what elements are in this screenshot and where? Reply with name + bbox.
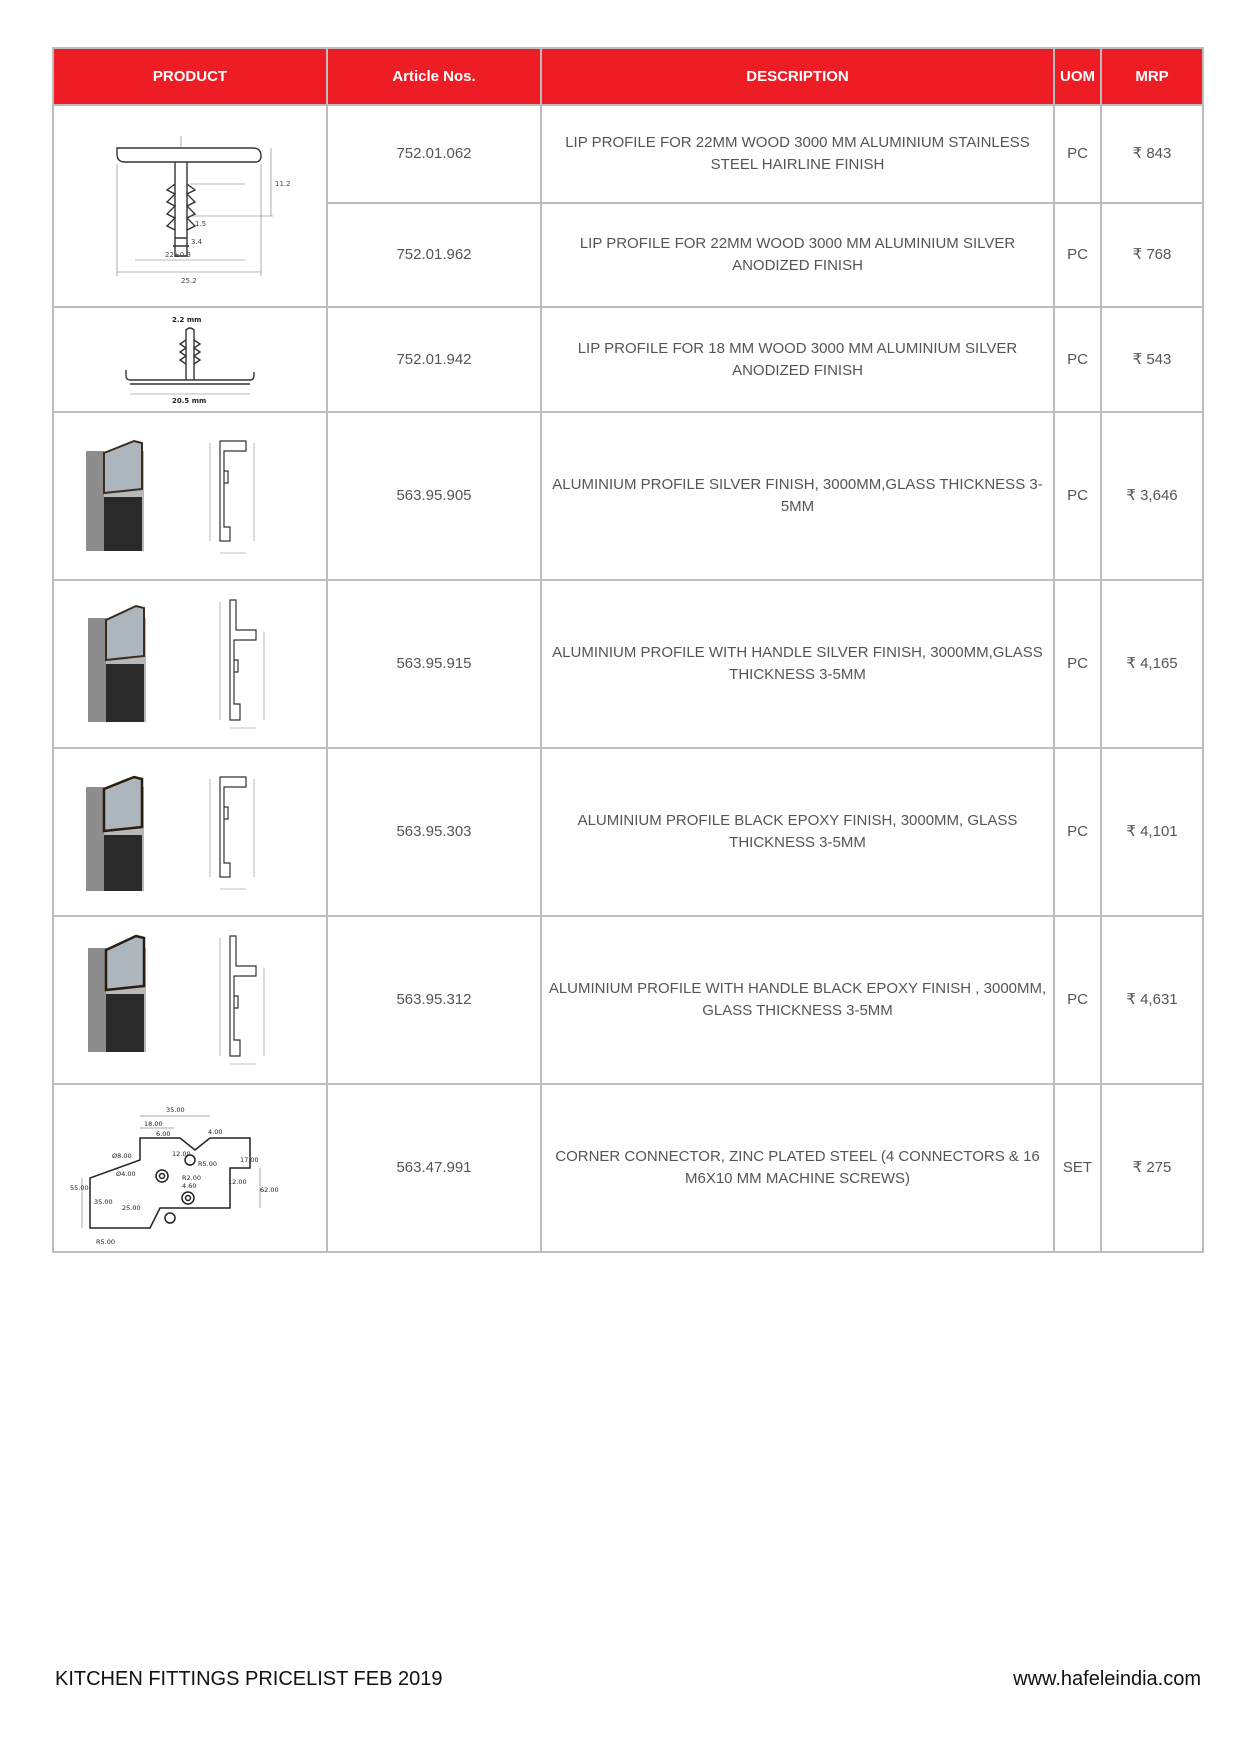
uom: PC <box>1054 412 1101 580</box>
table-row <box>53 916 1203 1084</box>
article-number: 752.01.942 <box>327 307 541 412</box>
table-row <box>53 1084 1203 1252</box>
dim-label: 11.2 <box>275 180 291 188</box>
article-number: 752.01.962 <box>327 203 541 307</box>
lip-profile-22mm-drawing <box>95 126 291 286</box>
dim-label: 1.5 <box>195 220 207 228</box>
article-number: 752.01.062 <box>327 105 541 203</box>
table-row <box>53 105 1203 203</box>
table-row <box>53 748 1203 916</box>
table-row <box>53 580 1203 748</box>
product-image-corner-connector <box>53 1084 327 1252</box>
mrp: ₹ 843 <box>1101 105 1203 203</box>
article-number: 563.95.303 <box>327 748 541 916</box>
description: LIP PROFILE FOR 22MM WOOD 3000 MM ALUMINIUM STAINLESS STEEL HAIRLINE FINISH <box>541 105 1054 203</box>
product-image-profile-black <box>53 748 327 916</box>
dim-label: 6.00 <box>156 1130 171 1138</box>
uom: PC <box>1054 307 1101 412</box>
dim-label: Ø8.00 <box>112 1152 132 1160</box>
uom: PC <box>1054 105 1101 203</box>
dim-label: 35.00 <box>166 1106 185 1114</box>
dim-label: 25.00 <box>122 1204 141 1212</box>
header-uom: UOM <box>1054 48 1101 105</box>
mrp: ₹ 4,631 <box>1101 916 1203 1084</box>
dim-label: 18.00 <box>144 1120 163 1128</box>
table-row <box>53 307 1203 412</box>
mrp: ₹ 3,646 <box>1101 412 1203 580</box>
dim-label: 4.60 <box>182 1182 197 1190</box>
mrp: ₹ 768 <box>1101 203 1203 307</box>
table-row <box>53 412 1203 580</box>
footer-website-link[interactable]: www.hafeleindia.com <box>1013 1668 1201 1690</box>
article-number: 563.95.312 <box>327 916 541 1084</box>
price-table <box>52 47 1204 1253</box>
mrp: ₹ 275 <box>1101 1084 1203 1252</box>
description: LIP PROFILE FOR 18 MM WOOD 3000 MM ALUMINIUM SILVER ANODIZED FINISH <box>541 307 1054 412</box>
table-header-row <box>53 48 1203 105</box>
description: CORNER CONNECTOR, ZINC PLATED STEEL (4 CONNECTORS & 16 M6X10 MM MACHINE SCREWS) <box>541 1084 1054 1252</box>
dim-label: 17.00 <box>240 1156 259 1164</box>
product-image-profile-handle-silver <box>53 580 327 748</box>
article-number: 563.47.991 <box>327 1084 541 1252</box>
header-article: Article Nos. <box>327 48 541 105</box>
glass-profile-handle-black-drawing <box>70 930 310 1070</box>
description: ALUMINIUM PROFILE SILVER FINISH, 3000MM,GLASS THICKNESS 3-5MM <box>541 412 1054 580</box>
description: ALUMINIUM PROFILE WITH HANDLE BLACK EPOXY FINISH , 3000MM, GLASS THICKNESS 3-5MM <box>541 916 1054 1084</box>
uom: PC <box>1054 916 1101 1084</box>
dim-label: 25.2 <box>181 277 197 285</box>
uom: PC <box>1054 748 1101 916</box>
lip-profile-18mm-drawing <box>120 312 260 407</box>
dim-label: 12.00 <box>228 1178 247 1186</box>
glass-profile-handle-silver-drawing <box>70 594 310 734</box>
dim-label: 20.5 mm <box>172 397 207 405</box>
dim-label: Ø4.00 <box>116 1170 136 1178</box>
uom: PC <box>1054 580 1101 748</box>
dim-label: 55.00 <box>70 1184 89 1192</box>
glass-profile-black-drawing <box>70 767 310 897</box>
description: ALUMINIUM PROFILE BLACK EPOXY FINISH, 3000MM, GLASS THICKNESS 3-5MM <box>541 748 1054 916</box>
dim-label: 4.00 <box>208 1128 223 1136</box>
description: ALUMINIUM PROFILE WITH HANDLE SILVER FINISH, 3000MM,GLASS THICKNESS 3-5MM <box>541 580 1054 748</box>
dim-label: R5.00 <box>198 1160 217 1168</box>
corner-connector-drawing <box>70 1088 310 1248</box>
article-number: 563.95.905 <box>327 412 541 580</box>
product-image-lip-profile-22mm <box>53 105 327 307</box>
uom: SET <box>1054 1084 1101 1252</box>
uom: PC <box>1054 203 1101 307</box>
header-product: PRODUCT <box>53 48 327 105</box>
dim-label: 12.00 <box>172 1150 191 1158</box>
glass-profile-silver-drawing <box>70 431 310 561</box>
article-number: 563.95.915 <box>327 580 541 748</box>
mrp: ₹ 4,101 <box>1101 748 1203 916</box>
dim-label: R2.00 <box>182 1174 201 1182</box>
dim-label: 3.4 <box>191 238 203 246</box>
footer-title: KITCHEN FITTINGS PRICELIST FEB 2019 <box>55 1668 443 1690</box>
dim-label: 2.2 mm <box>172 316 202 324</box>
product-image-profile-handle-black <box>53 916 327 1084</box>
header-description: DESCRIPTION <box>541 48 1054 105</box>
product-image-lip-profile-18mm <box>53 307 327 412</box>
mrp: ₹ 4,165 <box>1101 580 1203 748</box>
dim-label: 35.00 <box>94 1198 113 1206</box>
dim-label: R5.00 <box>96 1238 115 1246</box>
dim-label: 62.00 <box>260 1186 279 1194</box>
mrp: ₹ 543 <box>1101 307 1203 412</box>
dim-label: 22±0.3 <box>165 251 191 259</box>
product-image-profile-silver <box>53 412 327 580</box>
header-mrp: MRP <box>1101 48 1203 105</box>
description: LIP PROFILE FOR 22MM WOOD 3000 MM ALUMINIUM SILVER ANODIZED FINISH <box>541 203 1054 307</box>
